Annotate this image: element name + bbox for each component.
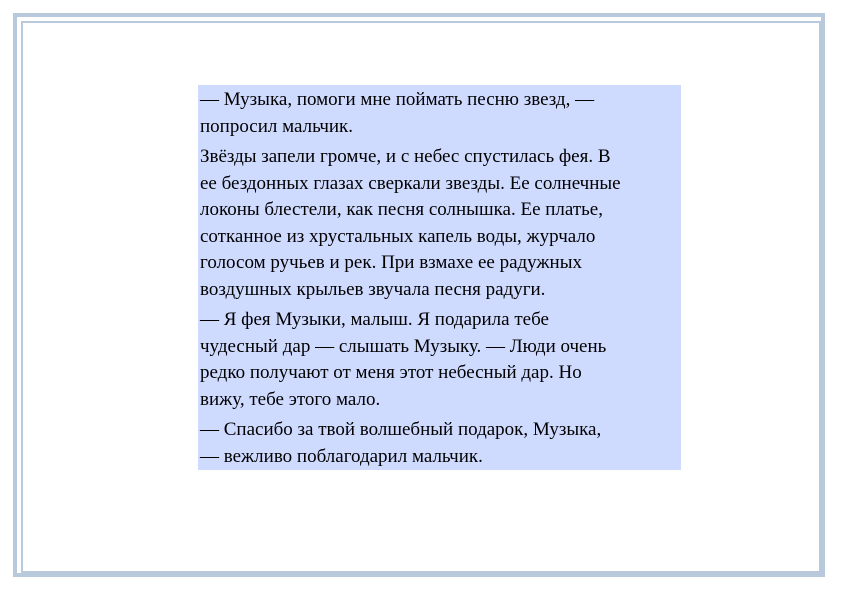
- text-line: локоны блестели, как песня солнышка. Ее платье,: [200, 199, 603, 220]
- text-line: Звёзды запели громче, и с небес спустилась фея. В: [200, 146, 611, 167]
- text-line: — вежливо поблагодарил мальчик.: [200, 445, 483, 467]
- text-line: голосом ручьев и рек. При взмахе ее радужных: [200, 252, 582, 273]
- paragraph-4: [200, 417, 681, 470]
- paragraph-2: [200, 144, 681, 303]
- text-line: — Музыка, помоги мне поймать песню звезд, —: [200, 89, 595, 110]
- story-text-box[interactable]: [198, 85, 681, 470]
- paragraph-1: [200, 87, 681, 140]
- text-line: попросил мальчик.: [200, 115, 354, 137]
- paragraph-3: [200, 307, 681, 413]
- text-line: вижу, тебе этого мало.: [200, 388, 381, 410]
- text-line: ее бездонных глазах сверкали звезды. Ее солнечные: [200, 172, 621, 194]
- text-line: редко получают от меня этот небесный дар. Но: [200, 362, 582, 383]
- text-line: воздушных крыльев звучала песня радуги.: [200, 278, 546, 300]
- text-line: — Спасибо за твой волшебный подарок, Музыка,: [200, 419, 602, 440]
- text-line: чудесный дар — слышать Музыку. — Люди очень: [200, 335, 607, 357]
- text-line: сотканное из хрустальных капель воды, журчало: [200, 225, 596, 247]
- text-line: — Я фея Музыки, малыш. Я подарила тебе: [200, 309, 549, 330]
